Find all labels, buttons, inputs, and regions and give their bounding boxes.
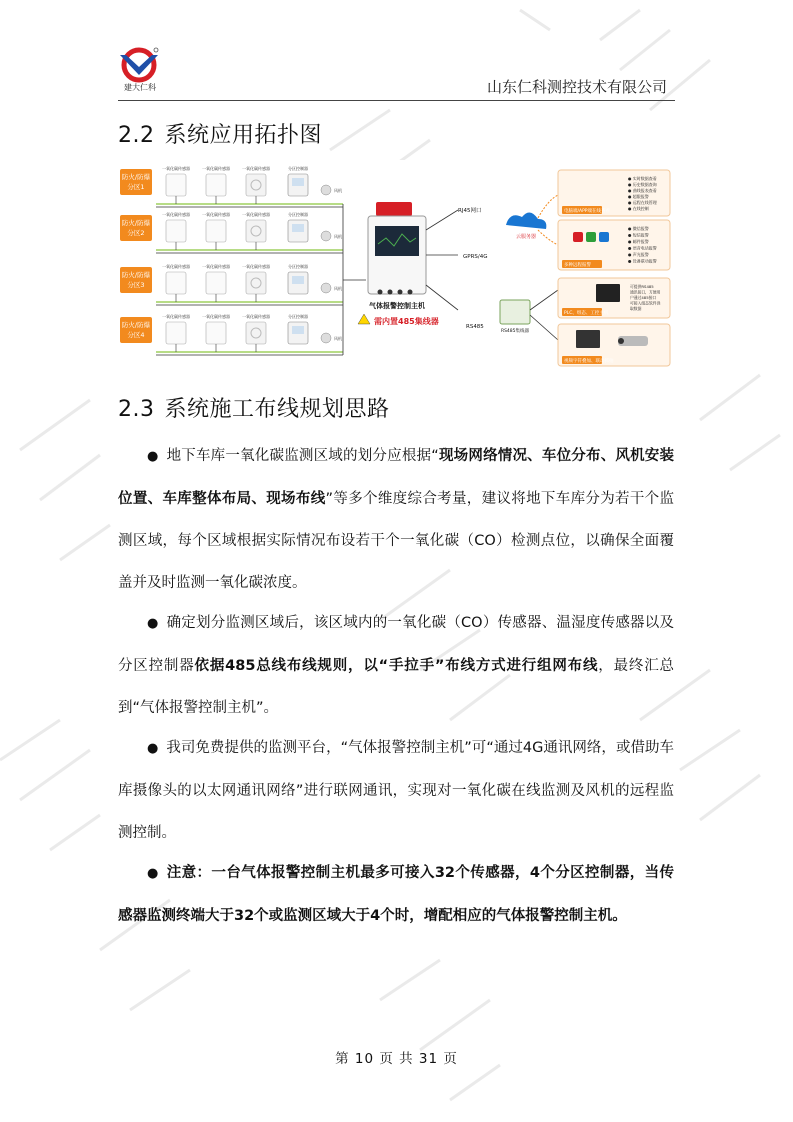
- feature-box-1-title: 电脑端/APP端在线查看: [564, 209, 611, 214]
- host-label: 气体报警控制主机: [369, 302, 425, 310]
- controller-label: 分区控制器: [288, 314, 308, 319]
- paragraph-1: [118, 435, 674, 604]
- zone-label: 分区1: [127, 183, 145, 191]
- controller-screen: [292, 224, 304, 232]
- paragraph-bold: 现场网络情况、车位分布、风机安装位置、车库整体布局、现场布线: [118, 448, 675, 507]
- alert-icon: [599, 232, 609, 242]
- sensor-device: [166, 220, 186, 242]
- feature-item: 取数据: [630, 306, 642, 311]
- feature-item: ● 设备联动报警: [628, 258, 657, 264]
- paragraph-2: [118, 602, 674, 729]
- feature-item: 通讯接口，方便用: [630, 289, 661, 295]
- company-name: 山东仁科测控技术有限公司: [486, 78, 667, 96]
- zone-label: 防火/防爆: [121, 321, 151, 329]
- alert-icon: [586, 232, 596, 242]
- link-label: RJ45网口: [458, 208, 482, 214]
- sensor-device: [246, 272, 266, 294]
- controller-screen: [292, 178, 304, 186]
- video-monitor-icon: [576, 330, 600, 348]
- section-title: 系统施工布线规划思路: [164, 397, 390, 422]
- zone-label: 防火/防爆: [121, 219, 151, 227]
- hub-label: RS485集线器: [500, 329, 530, 334]
- zone-label: 防火/防爆: [121, 271, 151, 279]
- sensor-device: [206, 272, 226, 294]
- sensor-device: [206, 220, 226, 242]
- sensor-device: [166, 322, 186, 344]
- paragraph-3: [118, 727, 674, 854]
- feature-item: ● 曲线报表查看: [628, 188, 657, 193]
- sensor-label: 一氧化碳传感器: [162, 166, 190, 171]
- sensor-label: 一氧化碳传感器: [162, 264, 190, 269]
- section-heading-2-3: [118, 392, 390, 423]
- section-heading-2-2: [118, 118, 322, 149]
- link-label: GPRS/4G: [463, 254, 488, 260]
- paragraph-text: 地下车库一氧化碳监测区域的划分应根据“: [166, 448, 439, 464]
- sensor-device: [206, 322, 226, 344]
- sensor-device: [166, 174, 186, 196]
- feature-box-3-title: PLC、组态、工控主机: [564, 311, 609, 316]
- feature-item: 户通过485接口: [630, 295, 657, 300]
- sensor-label: 一氧化碳传感器: [242, 314, 270, 319]
- section-number: 2.2: [118, 123, 155, 148]
- host-port: [378, 290, 383, 295]
- feature-item: ● 超限报警: [628, 194, 649, 199]
- zone-label: 分区2: [127, 229, 145, 237]
- section-number: 2.3: [118, 397, 155, 422]
- paragraph-text: 我司免费提供的监测平台，“气体报警控制主机”可“通过4G通讯网络，或借助车库摄像头的以太网通讯网络”进行联网通讯，实现对一氧化碳在线监测及风机的远程监测控制。: [118, 740, 675, 841]
- alarm-light: [376, 202, 412, 216]
- header-divider: [118, 100, 675, 101]
- feature-item: 可接入组态软件读: [630, 300, 661, 306]
- page-footer: 第 10 页 共 31 页: [335, 1051, 458, 1067]
- sensor-label: 一氧化碳传感器: [202, 212, 230, 217]
- sensor-label: 一氧化碳传感器: [242, 166, 270, 171]
- controller-label: 分区控制器: [288, 212, 308, 217]
- paragraph-4: [118, 852, 674, 937]
- paragraph-text: 确定划分监测区域后，该区域内的一氧化碳（CO）传感器、温湿度传感器以及分区控制器: [118, 615, 674, 674]
- bullet: ●: [147, 741, 159, 756]
- fan-label: 风机: [334, 188, 342, 193]
- host-warning: 需内置485集线器: [374, 317, 439, 326]
- section-title: 系统应用拓扑图: [164, 123, 323, 148]
- monitor-icon: [596, 284, 620, 302]
- paragraph-bold: 注意：一台气体报警控制主机最多可接入32个传感器，4个分区控制器，当传感器监测终端大于32个或监测区域大于4个时，增配相应的气体报警控制主机。: [118, 865, 675, 924]
- sensor-device: [206, 174, 226, 196]
- sensor-device: [166, 272, 186, 294]
- feature-item: ● 微信报警: [628, 226, 649, 231]
- bullet: ●: [147, 449, 159, 464]
- sensor-label: 一氧化碳传感器: [242, 212, 270, 217]
- feature-item: ● 邮件报警: [628, 239, 649, 244]
- fan-icon: [321, 283, 331, 293]
- link-label: RS485: [466, 324, 484, 330]
- controller-label: 分区控制器: [288, 166, 308, 171]
- feature-item: ● 声光报警: [628, 252, 649, 257]
- sensor-label: 一氧化碳传感器: [202, 166, 230, 171]
- fan-label: 风机: [334, 234, 342, 239]
- feature-item: ● 在线控制: [628, 206, 649, 211]
- bullet: ●: [147, 616, 159, 631]
- feature-item: ● 语音电话报警: [628, 245, 657, 251]
- alert-icon: [573, 232, 583, 242]
- sensor-label: 一氧化碳传感器: [202, 264, 230, 269]
- sensor-label: 一氧化碳传感器: [162, 314, 190, 319]
- host-port: [398, 290, 403, 295]
- sensor-device: [246, 220, 266, 242]
- feature-box-4-title: 视频字符叠加、联动抓拍: [564, 359, 614, 364]
- bullet: ●: [147, 866, 159, 881]
- topology-diagram: [118, 160, 674, 370]
- feature-item: 可提供RS485: [630, 284, 654, 289]
- host-port: [388, 290, 393, 295]
- fan-icon: [321, 231, 331, 241]
- rs485-hub: [500, 300, 530, 324]
- feature-item: ● 实时数据查看: [628, 176, 657, 181]
- cloud-label: 云服务器: [516, 234, 537, 240]
- fan-label: 风机: [334, 336, 342, 341]
- feature-box-2-title: 多种远程报警: [564, 263, 591, 268]
- controller-screen: [292, 326, 304, 334]
- fan-label: 风机: [334, 286, 342, 291]
- sensor-label: 一氧化碳传感器: [202, 314, 230, 319]
- sensor-label: 一氧化碳传感器: [162, 212, 190, 217]
- logo-text: 建大仁科: [124, 83, 156, 92]
- controller-label: 分区控制器: [288, 264, 308, 269]
- host-port: [408, 290, 413, 295]
- zone-label: 分区4: [127, 331, 145, 339]
- feature-item: ● 远程在线管理: [628, 200, 657, 205]
- fan-icon: [321, 333, 331, 343]
- paragraph-bold: 依据485总线布线规则，以“手拉手”布线方式进行组网布线: [194, 658, 599, 674]
- feature-item: ● 短信报警: [628, 232, 649, 238]
- zone-label: 防火/防爆: [121, 173, 151, 181]
- paragraph-text: ，最终汇总到“气体报警控制主机”。: [118, 658, 675, 716]
- sensor-label: 一氧化碳传感器: [242, 264, 270, 269]
- sensor-device: [246, 322, 266, 344]
- zone-label: 分区3: [127, 281, 145, 289]
- sensor-device: [246, 174, 266, 196]
- feature-item: ● 历史数据查询: [628, 182, 657, 187]
- controller-screen: [292, 276, 304, 284]
- camera-lens: [618, 338, 624, 344]
- fan-icon: [321, 185, 331, 195]
- paragraph-text: ”等多个维度综合考量，建议将地下车库分为若干个监测区域，每个区域根据实际情况布设若干个一氧化碳（CO）检测点位，以确保全面覆盖并及时监测一氧化碳浓度。: [118, 491, 675, 591]
